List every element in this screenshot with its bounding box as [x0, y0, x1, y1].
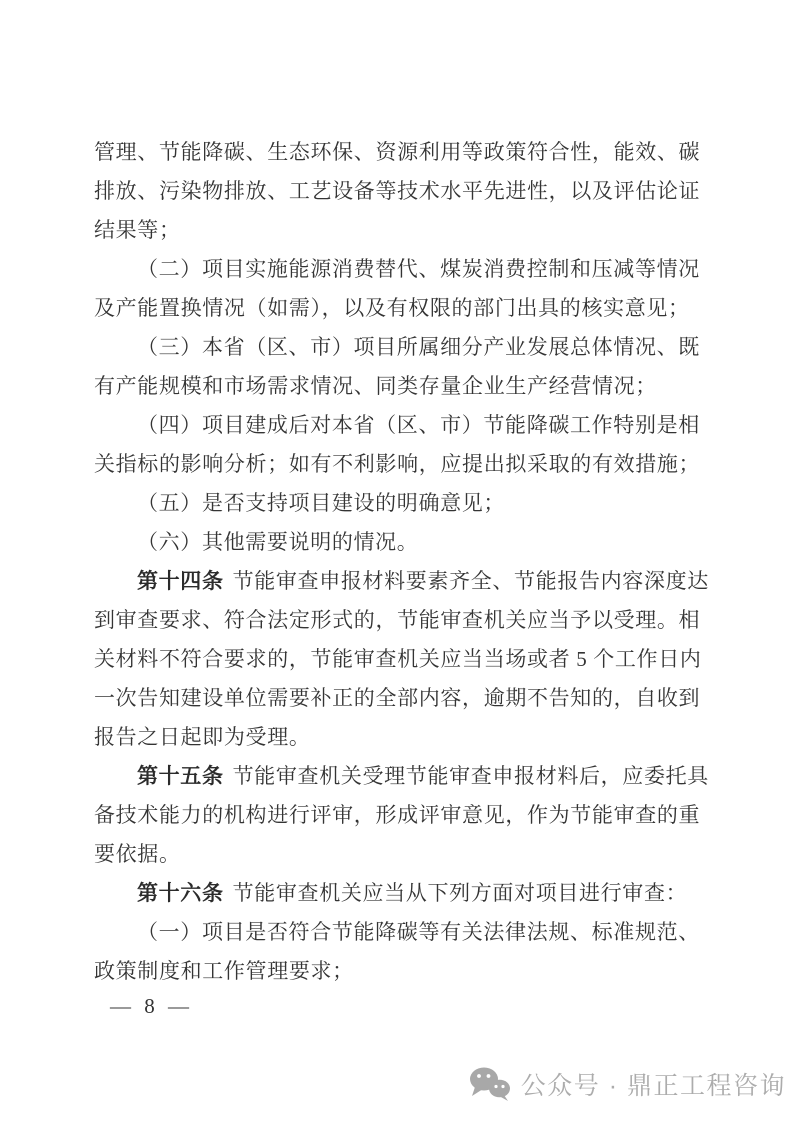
text-line-article-16 [94, 874, 702, 913]
text-line: 排放、污染物排放、工艺设备等技术水平先进性，以及评估论证 [94, 179, 701, 203]
text-line: 报告之日起即为受理。 [94, 725, 311, 749]
text-line: 备技术能力的机构进行评审，形成评审意见，作为节能审查的重 [94, 803, 701, 827]
page-number: — 8 — [110, 994, 193, 1018]
text-line-item-2: （二）项目实施能源消费替代、煤炭消费控制和压减等情况 [137, 257, 700, 281]
text-line-item-4: （四）项目建成后对本省（区、市）节能降碳工作特别是相 [137, 413, 700, 437]
text-line-item-3: （三）本省（区、市）项目所属细分产业发展总体情况、既 [137, 335, 700, 359]
text-line-item-5: （五）是否支持项目建设的明确意见； [137, 491, 506, 515]
article-16-text: 节能审查机关应当从下列方面对项目进行审查： [232, 881, 688, 905]
text-line: 要依据。 [94, 842, 181, 866]
article-15-heading: 第十五条 [137, 765, 224, 788]
text-line-item-1: （一）项目是否符合节能降碳等有关法律法规、标准规范、 [137, 920, 700, 944]
text-line: 到审查要求、符合法定形式的，节能审查机关应当予以受理。相 [94, 608, 701, 632]
text-line: 结果等； [94, 218, 181, 242]
text-line-item-6: （六）其他需要说明的情况。 [137, 530, 419, 554]
text-line: 关指标的影响分析；如有不利影响，应提出拟采取的有效措施； [94, 452, 701, 476]
article-14-heading: 第十四条 [137, 570, 224, 593]
text-line: 有产能规模和市场需求情况、同类存量企业生产经营情况； [94, 374, 657, 398]
article-14-text: 节能审查申报材料要素齐全、节能报告内容深度达 [232, 569, 709, 593]
text-line: 及产能置换情况（如需），以及有权限的部门出具的核实意见； [94, 296, 690, 320]
text-line: 一次告知建设单位需要补正的全部内容，逾期不告知的，自收到 [94, 686, 701, 710]
watermark-footer [468, 1066, 786, 1102]
text-line-article-15 [94, 757, 709, 796]
watermark-label: 公众号 · 鼎正工程咨询 [520, 1072, 786, 1100]
text-line: 管理、节能降碳、生态环保、资源利用等政策符合性，能效、碳 [94, 140, 701, 164]
article-16-heading: 第十六条 [137, 882, 224, 905]
document-body [94, 133, 709, 991]
wechat-icon [468, 1066, 512, 1102]
text-line-article-14 [94, 562, 709, 601]
text-line: 关材料不符合要求的，节能审查机关应当当场或者 5 个工作日内 [94, 647, 702, 671]
article-15-text: 节能审查机关受理节能审查申报材料后，应委托具 [232, 764, 709, 788]
text-line: 政策制度和工作管理要求； [94, 959, 354, 983]
